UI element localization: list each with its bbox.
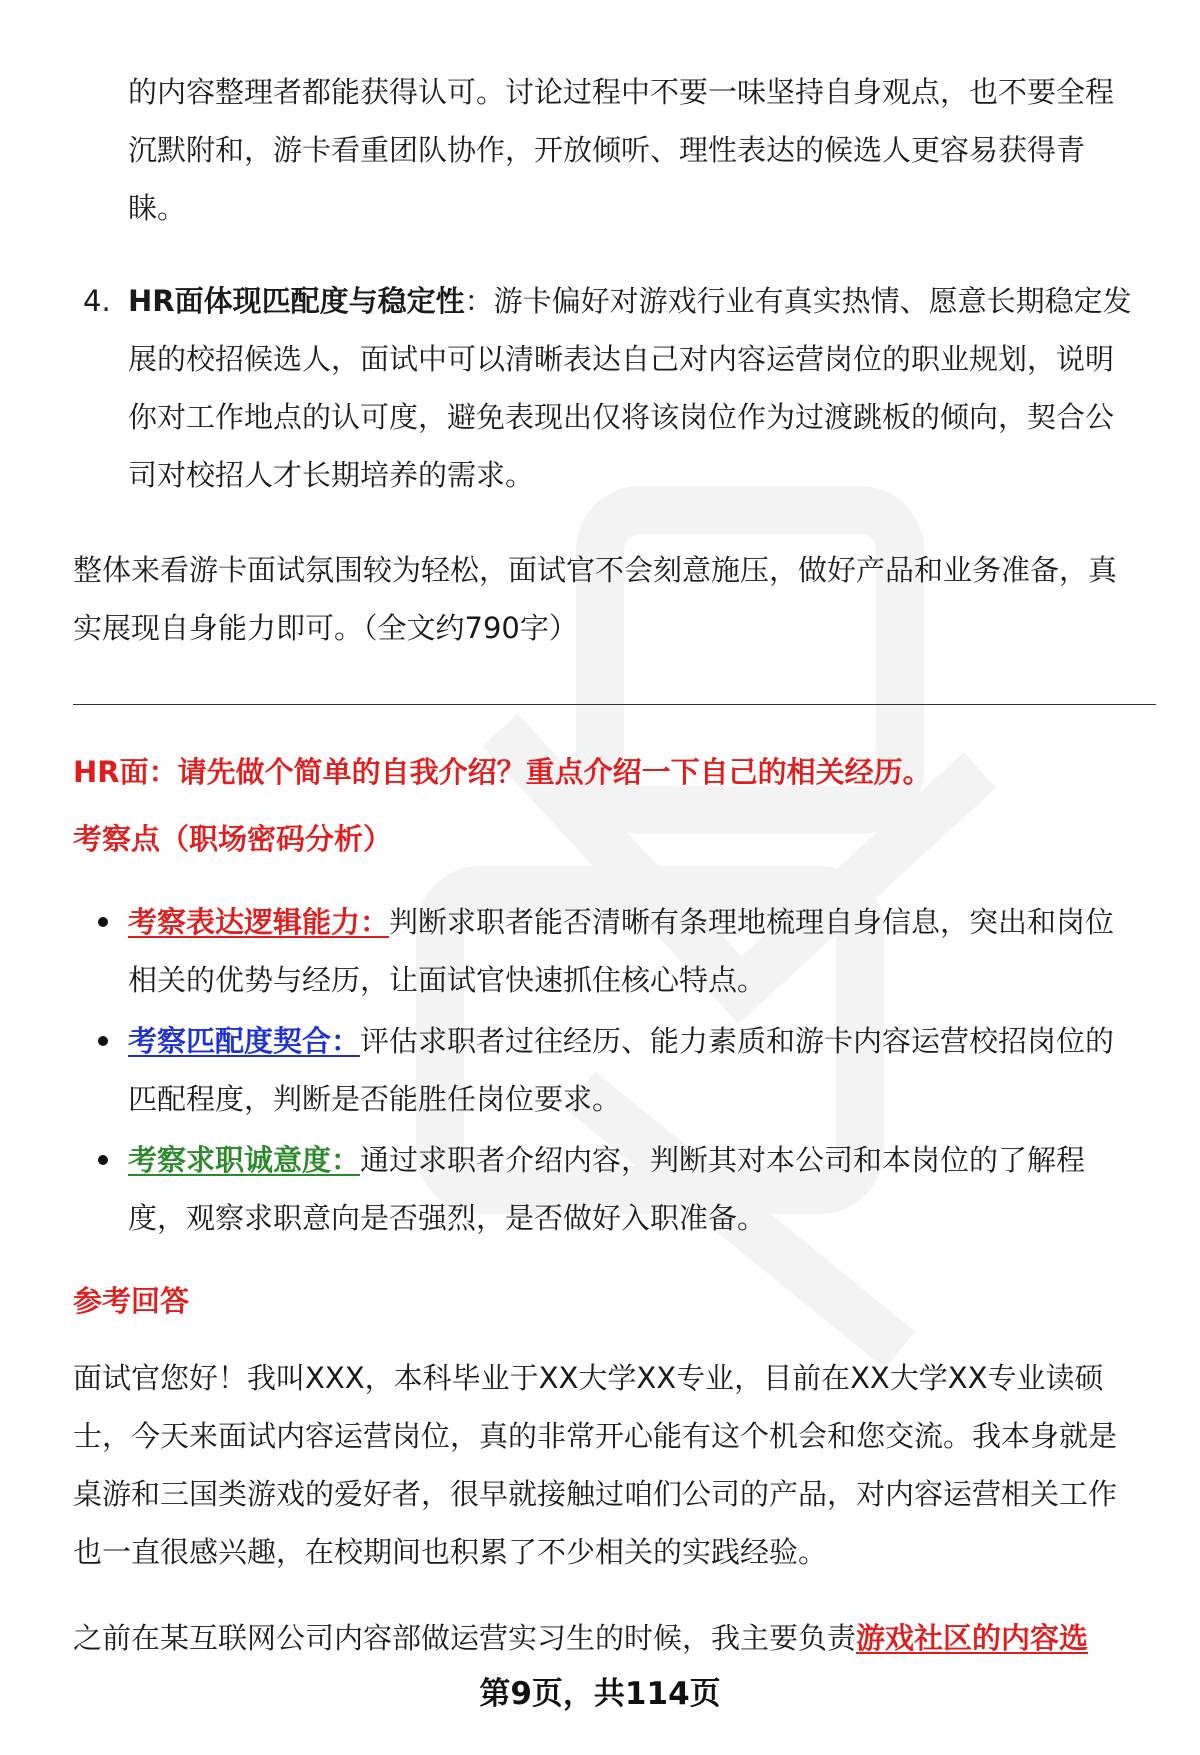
answer-heading: 参考回答	[73, 1284, 190, 1318]
bullet-item	[128, 1131, 1153, 1247]
text-line: 士，今天来面试内容运营岗位，真的非常开心能有这个机会和您交流。我本身就是	[73, 1419, 1118, 1453]
text-line: 睐。	[128, 191, 187, 225]
list-item-text	[128, 272, 1153, 504]
text-line: 之前在某互联网公司内容部做运营实习生的时候，我主要负责	[73, 1621, 857, 1655]
text-line: 的内容整理者都能获得认可。讨论过程中不要一味坚持自身观点，也不要全程	[128, 75, 1115, 109]
bullet-dot	[98, 917, 108, 927]
paragraph-continuation	[128, 63, 1153, 237]
question-title: HR面：请先做个简单的自我介绍？重点介绍一下自己的相关经历。	[73, 755, 932, 789]
bullet-dot	[98, 1036, 108, 1046]
answer-paragraph	[73, 1349, 1153, 1581]
section-divider	[73, 704, 1156, 705]
text-line: 通过求职者介绍内容，判断其对本公司和本岗位的了解程	[360, 1143, 1086, 1177]
text-line: 司对校招人才长期培养的需求。	[128, 458, 535, 492]
text-line: 判断求职者能否清晰有条理地梳理自身信息，突出和岗位	[389, 905, 1115, 939]
page-footer: 第9页，共114页	[479, 1676, 721, 1712]
summary-paragraph	[73, 541, 1153, 657]
answer-paragraph-2	[73, 1609, 1153, 1667]
bullet-item	[128, 893, 1153, 1009]
text-line: 匹配程度，判断是否能胜任岗位要求。	[128, 1082, 622, 1116]
text-line: 桌游和三国类游戏的爱好者，很早就接触过咱们公司的产品，对内容运营相关工作	[73, 1477, 1118, 1511]
text-line: 沉默附和，游卡看重团队协作，开放倾听、理性表达的候选人更容易获得青	[128, 133, 1086, 167]
text-line: 展的校招候选人，面试中可以清晰表达自己对内容运营岗位的职业规划，说明	[128, 342, 1115, 376]
list-item-title: HR面体现匹配度与稳定性	[128, 284, 465, 318]
bullet-keyword: 考察匹配度契合：	[128, 1024, 361, 1058]
list-number: 4.	[83, 284, 111, 318]
text-line: 你对工作地点的认可度，避免表现出仅将该岗位作为过渡跳板的倾向，契合公	[128, 400, 1115, 434]
text-line: 也一直很感兴趣，在校期间也积累了不少相关的实践经验。	[73, 1535, 828, 1569]
text-line: 整体来看游卡面试氛围较为轻松，面试官不会刻意施压，做好产品和业务准备，真	[73, 553, 1118, 587]
bullet-dot	[98, 1155, 108, 1165]
highlight-text: 游戏社区的内容选	[856, 1621, 1089, 1655]
text-line: 相关的优势与经历，让面试官快速抓住核心特点。	[128, 963, 767, 997]
bullet-item	[128, 1012, 1153, 1128]
bullet-keyword: 考察表达逻辑能力：	[128, 905, 390, 939]
text-line: 实展现自身能力即可。（全文约790字）	[73, 611, 578, 645]
text-line: ：游卡偏好对游戏行业有真实热情、愿意长期稳定发	[464, 284, 1132, 318]
text-line: 度，观察求职意向是否强烈，是否做好入职准备。	[128, 1201, 767, 1235]
text-line: 评估求职者过往经历、能力素质和游卡内容运营校招岗位的	[360, 1024, 1115, 1058]
bullet-keyword: 考察求职诚意度：	[128, 1143, 361, 1177]
points-heading: 考察点（职场密码分析）	[73, 822, 393, 856]
text-line: 面试官您好！我叫XXX，本科毕业于XX大学XX专业，目前在XX大学XX专业读硕	[73, 1361, 1104, 1395]
